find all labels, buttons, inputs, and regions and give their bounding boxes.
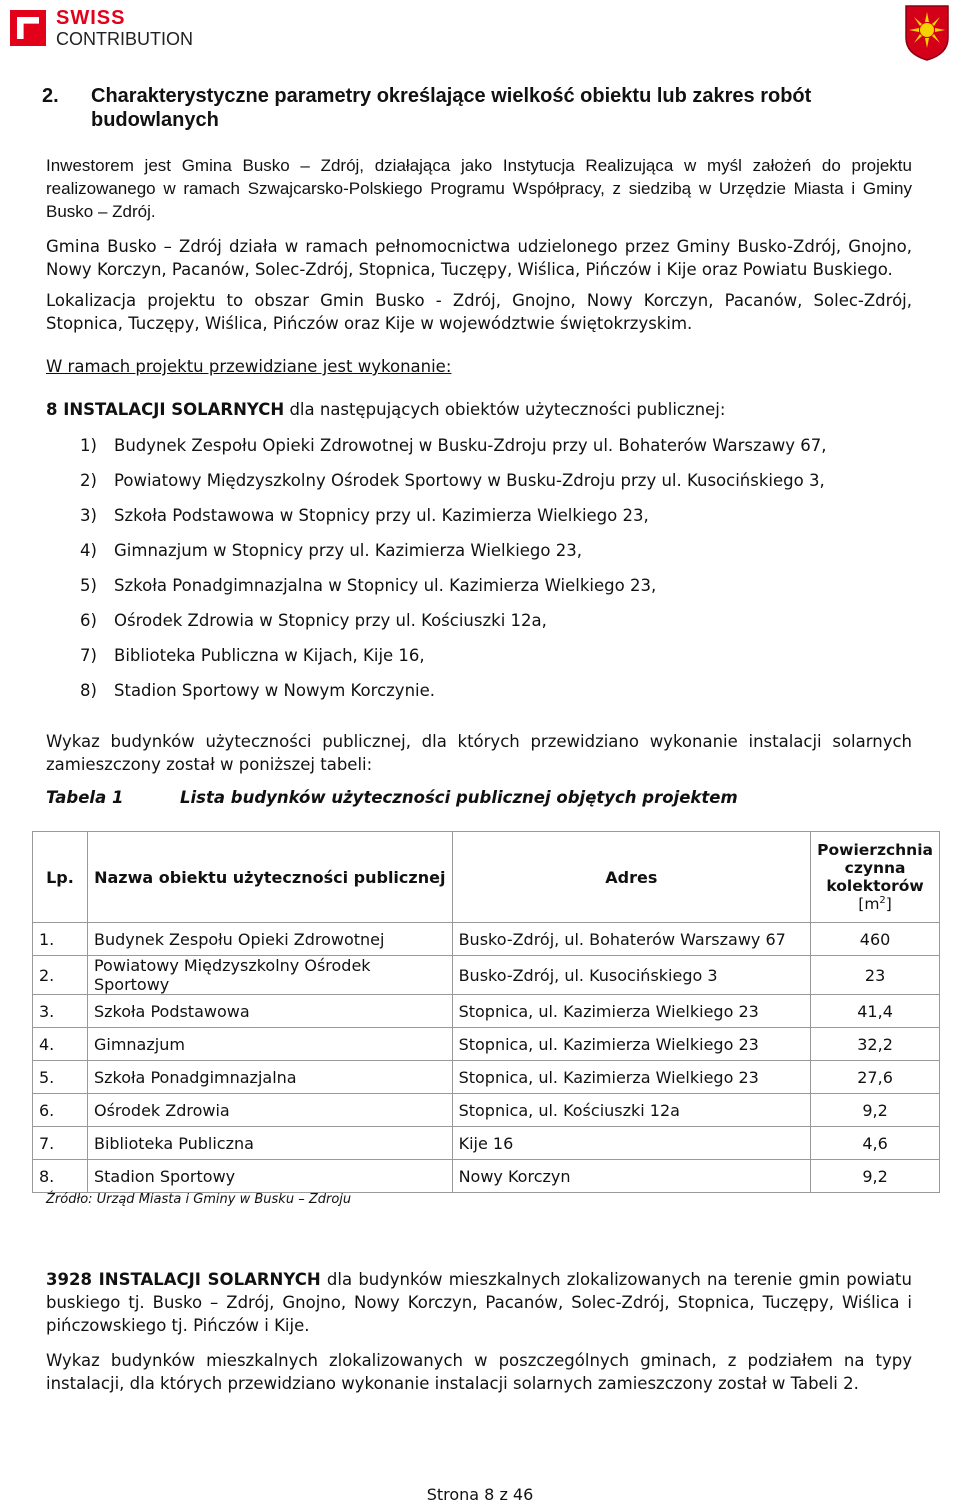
public-buildings-list bbox=[46, 434, 912, 702]
cell-lp: 5. bbox=[33, 1061, 88, 1094]
table-row bbox=[33, 923, 940, 956]
paragraph-table-intro: Wykaz budynków użyteczności publicznej, dla których przewidziano wykonanie instalacji solarnych zamieszczony został w poniższej tabeli: bbox=[46, 732, 912, 774]
list-item-text: Powiatowy Międzyszkolny Ośrodek Sportowy w Busku-Zdroju przy ul. Kusocińskiego 3, bbox=[114, 471, 825, 490]
cell-lp: 2. bbox=[33, 956, 88, 995]
brand-line-2: CONTRIBUTION bbox=[56, 29, 193, 49]
section-heading bbox=[42, 84, 912, 132]
list-item-text: Szkoła Podstawowa w Stopnicy przy ul. Kazimierza Wielkiego 23, bbox=[114, 506, 649, 525]
list-item-number: 5) bbox=[80, 576, 97, 595]
cell-address: Stopnica, ul. Kazimierza Wielkiego 23 bbox=[452, 1028, 811, 1061]
residential-installations-count: 3928 INSTALACJI SOLARNYCH bbox=[46, 1270, 321, 1289]
table-caption-title: Lista budynków użyteczności publicznej objętych projektem bbox=[180, 788, 738, 807]
table-row bbox=[33, 1094, 940, 1127]
list-item bbox=[46, 644, 912, 667]
list-item-number: 8) bbox=[80, 681, 97, 700]
header-area bbox=[811, 832, 940, 923]
header-address: Adres bbox=[452, 832, 811, 923]
list-item-number: 2) bbox=[80, 471, 97, 490]
cell-area: 460 bbox=[811, 923, 940, 956]
cell-area: 23 bbox=[811, 956, 940, 995]
page-number: Strona 8 z 46 bbox=[426, 1485, 534, 1504]
table-row bbox=[33, 1127, 940, 1160]
paragraph-scope-intro: W ramach projektu przewidziane jest wykonanie: bbox=[46, 357, 452, 376]
cell-address: Nowy Korczyn bbox=[452, 1160, 811, 1193]
list-item-text: Stadion Sportowy w Nowym Korczynie. bbox=[114, 681, 436, 700]
public-buildings-table bbox=[32, 831, 940, 1193]
page-header bbox=[0, 0, 960, 70]
cell-address: Stopnica, ul. Kazimierza Wielkiego 23 bbox=[452, 1061, 811, 1094]
cell-lp: 7. bbox=[33, 1127, 88, 1160]
table-row bbox=[33, 1028, 940, 1061]
cell-area: 4,6 bbox=[811, 1127, 940, 1160]
list-item-number: 1) bbox=[80, 436, 97, 455]
cell-name: Budynek Zespołu Opieki Zdrowotnej bbox=[87, 923, 452, 956]
cell-name: Gimnazjum bbox=[87, 1028, 452, 1061]
table-row bbox=[33, 1061, 940, 1094]
header-name: Nazwa obiektu użyteczności publicznej bbox=[87, 832, 452, 923]
cell-area: 27,6 bbox=[811, 1061, 940, 1094]
list-item bbox=[46, 504, 912, 527]
paragraph-location: Lokalizacja projektu to obszar Gmin Busko - Zdrój, Gnojno, Nowy Korczyn, Pacanów, Solec-Zdrój, Stopnica, Tuczępy, Wiślica, Pińczów oraz Kije w województwie świętokrzyskim. bbox=[46, 291, 912, 333]
header-lp: Lp. bbox=[33, 832, 88, 923]
list-item-number: 6) bbox=[80, 611, 97, 630]
table-row bbox=[33, 995, 940, 1028]
table-row bbox=[33, 956, 940, 995]
cell-lp: 8. bbox=[33, 1160, 88, 1193]
cell-lp: 6. bbox=[33, 1094, 88, 1127]
list-item-number: 7) bbox=[80, 646, 97, 665]
public-installations-text: dla następujących obiektów użyteczności publicznej: bbox=[284, 400, 726, 419]
table-row bbox=[33, 1160, 940, 1193]
list-item bbox=[46, 679, 912, 702]
header-area-unit: $[m^2]$ bbox=[858, 894, 892, 914]
list-item bbox=[46, 574, 912, 597]
list-item-number: 4) bbox=[80, 541, 97, 560]
cell-address: Stopnica, ul. Kazimierza Wielkiego 23 bbox=[452, 995, 811, 1028]
cell-lp: 1. bbox=[33, 923, 88, 956]
residential-section bbox=[46, 1268, 912, 1395]
public-installations-count: 8 INSTALACJI SOLARNYCH bbox=[46, 400, 285, 419]
section-title: Charakterystyczne parametry określające wielkość obiektu lub zakres robót budowlanych bbox=[91, 85, 812, 131]
list-item-text: Szkoła Ponadgimnazjalna w Stopnicy ul. Kazimierza Wielkiego 23, bbox=[114, 576, 657, 595]
table-header-row bbox=[33, 832, 940, 923]
cell-address: Busko-Zdrój, ul. Bohaterów Warszawy 67 bbox=[452, 923, 811, 956]
table-caption-label: Tabela 1 bbox=[46, 788, 124, 807]
cell-name: Stadion Sportowy bbox=[87, 1160, 452, 1193]
swiss-contribution-logo bbox=[10, 8, 193, 48]
list-item-number: 3) bbox=[80, 506, 97, 525]
cell-name: Biblioteka Publiczna bbox=[87, 1127, 452, 1160]
cell-address: Kije 16 bbox=[452, 1127, 811, 1160]
section-number: 2. bbox=[42, 85, 59, 107]
cell-name: Powiatowy Międzyszkolny Ośrodek Sportowy bbox=[87, 956, 452, 995]
cell-area: 9,2 bbox=[811, 1094, 940, 1127]
list-item-text: Ośrodek Zdrowia w Stopnicy przy ul. Kościuszki 12a, bbox=[114, 611, 547, 630]
table-source: Źródło: Urząd Miasta i Gminy w Busku – Zdroju bbox=[46, 1192, 352, 1207]
list-item bbox=[46, 609, 912, 632]
cell-address: Stopnica, ul. Kościuszki 12a bbox=[452, 1094, 811, 1127]
residential-installations-text: dla budynków mieszkalnych zlokalizowanych na terenie gmin powiatu buskiego tj. Busko – Zdrój, Gnojno, Nowy Korczyn, Pacanów, Solec-Zdrój, Stopnica, Tuczępy, Wiślica i pińczowskiego tj. Pińczów i Kije. bbox=[46, 1270, 912, 1335]
paragraph-authority: Gmina Busko – Zdrój działa w ramach pełnomocnictwa udzielonego przez Gminy Busko-Zdrój, Gnojno, Nowy Korczyn, Pacanów, Solec-Zdrój, Stopnica, Tuczępy, Wiślica, Pińczów i Kije oraz Powiatu Buskiego. bbox=[46, 237, 912, 279]
cell-lp: 4. bbox=[33, 1028, 88, 1061]
table-caption bbox=[46, 788, 912, 807]
list-item-text: Gimnazjum w Stopnicy przy ul. Kazimierza Wielkiego 23, bbox=[114, 541, 582, 560]
document-body bbox=[42, 84, 912, 807]
cell-name: Szkoła Podstawowa bbox=[87, 995, 452, 1028]
paragraph-investor: Inwestorem jest Gmina Busko – Zdrój, działająca jako Instytucja Realizująca w myśl założeń do projektu realizowanego w ramach Szwajcarsko-Polskiego Programu Współpracy, z siedzibą w Urzędzie Miasta i Gminy Busko – Zdrój. bbox=[46, 156, 912, 221]
cell-name: Ośrodek Zdrowia bbox=[87, 1094, 452, 1127]
swiss-cross-icon bbox=[10, 10, 46, 46]
list-item bbox=[46, 469, 912, 492]
municipal-crest-icon bbox=[904, 4, 950, 62]
cell-name: Szkoła Ponadgimnazjalna bbox=[87, 1061, 452, 1094]
brand-line-1: SWISS bbox=[56, 7, 126, 29]
cell-area: 9,2 bbox=[811, 1160, 940, 1193]
cell-lp: 3. bbox=[33, 995, 88, 1028]
header-area-label: Powierzchnia czynna kolektorów bbox=[817, 840, 933, 895]
list-item bbox=[46, 434, 912, 457]
paragraph-public-installations bbox=[46, 398, 912, 421]
cell-area: 41,4 bbox=[811, 995, 940, 1028]
paragraph-table2-reference: Wykaz budynków mieszkalnych zlokalizowanych w poszczególnych gminach, z podziałem na typy instalacji, dla których przewidziano wykonanie instalacji solarnych zamieszczony został w Tabeli 2. bbox=[46, 1351, 912, 1393]
list-item bbox=[46, 539, 912, 562]
cell-address: Busko-Zdrój, ul. Kusocińskiego 3 bbox=[452, 956, 811, 995]
paragraph-residential-installations bbox=[46, 1268, 912, 1337]
list-item-text: Biblioteka Publiczna w Kijach, Kije 16, bbox=[114, 646, 425, 665]
list-item-text: Budynek Zespołu Opieki Zdrowotnej w Busku-Zdroju przy ul. Bohaterów Warszawy 67, bbox=[114, 436, 827, 455]
cell-area: 32,2 bbox=[811, 1028, 940, 1061]
